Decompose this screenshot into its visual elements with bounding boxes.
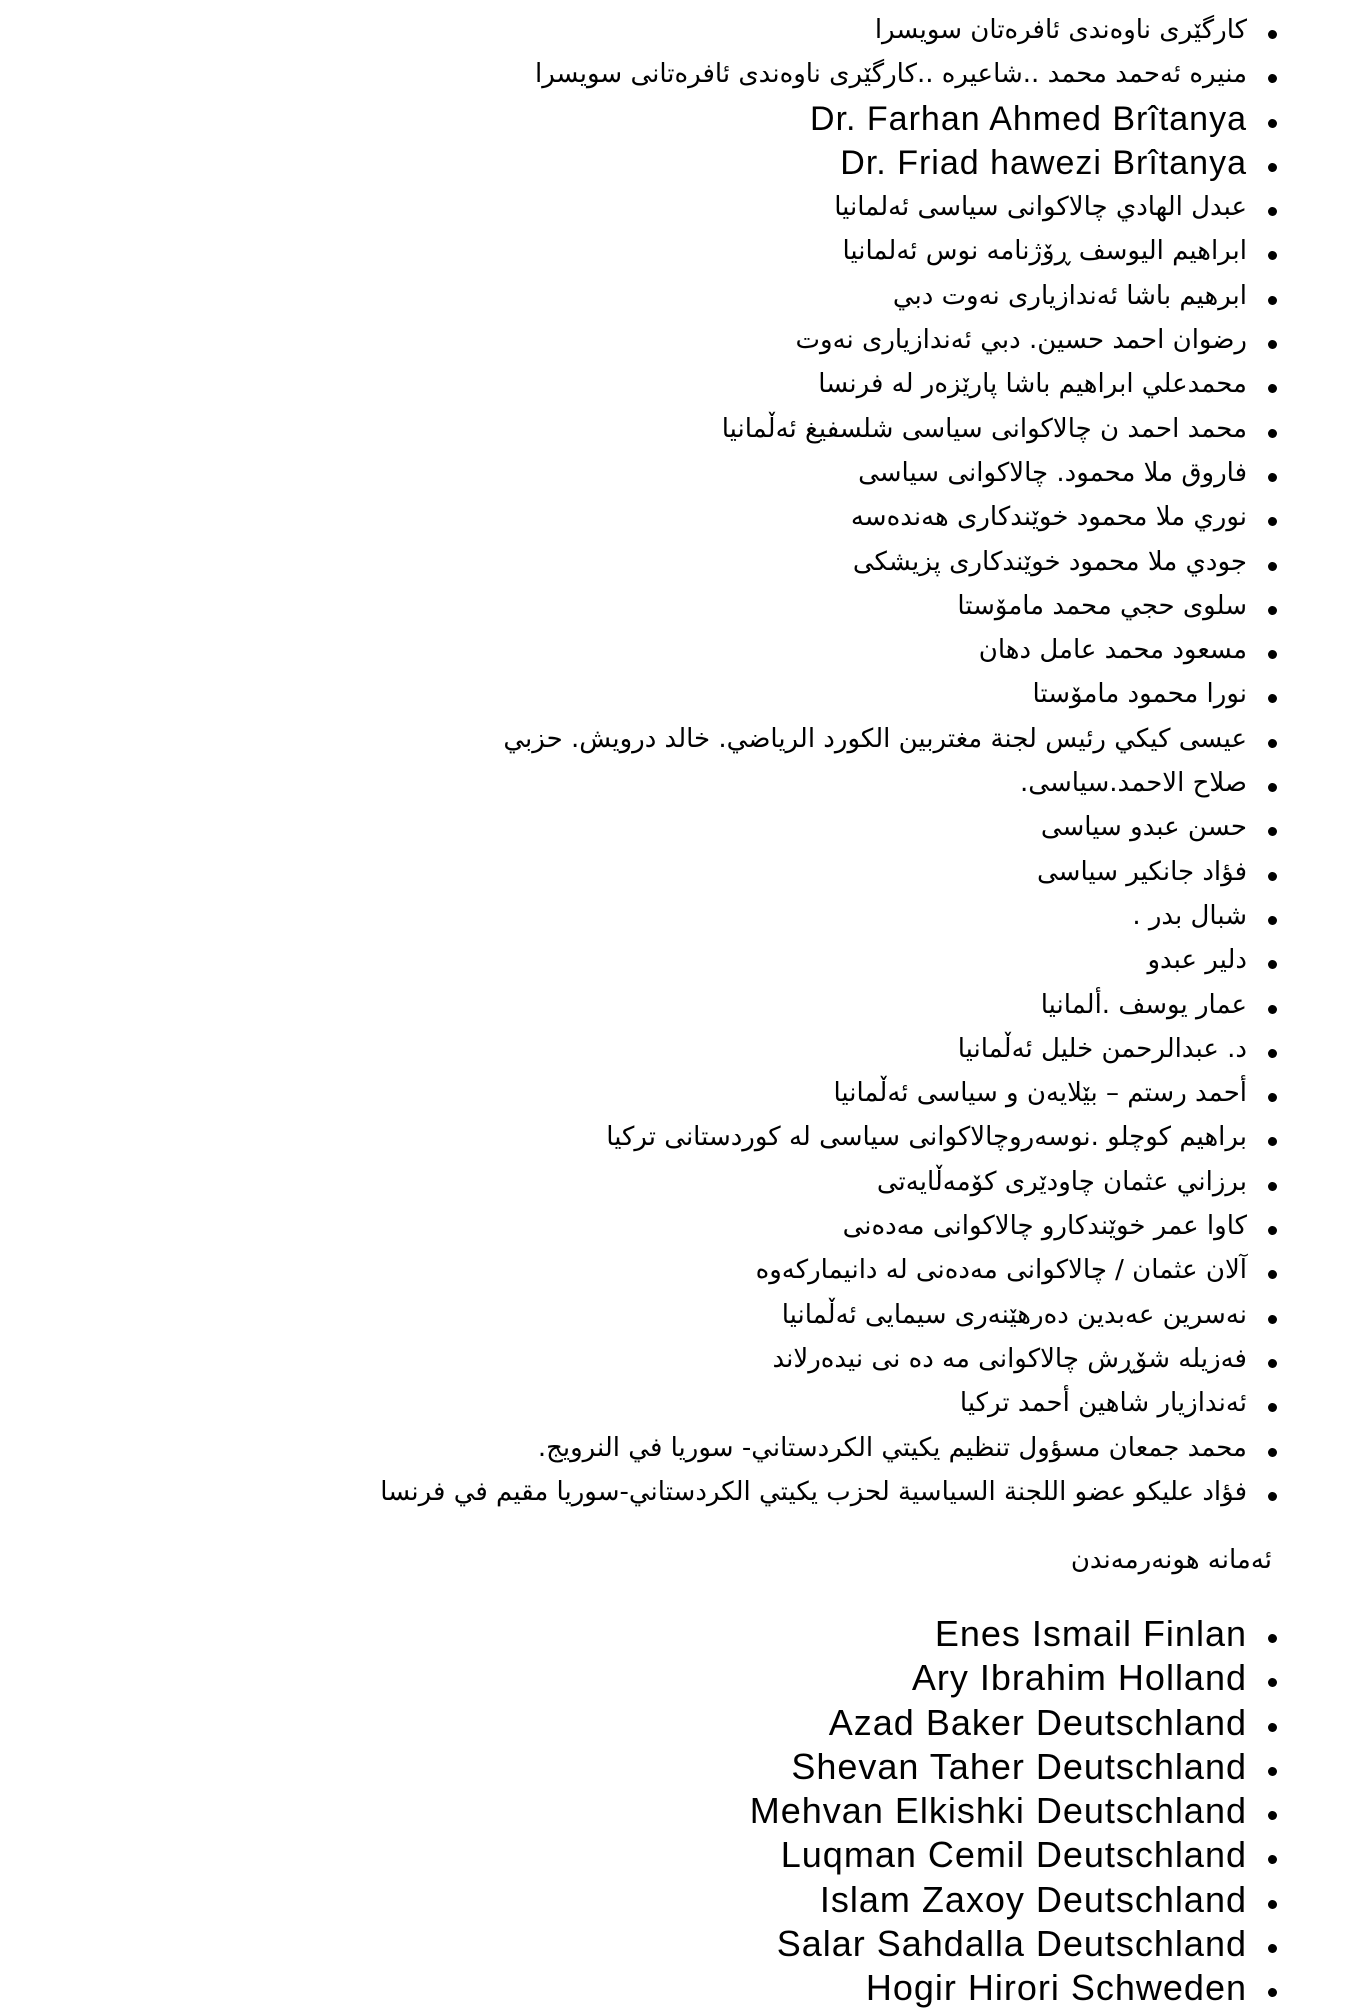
- list-item: [0, 1428, 1357, 1472]
- bullet-icon: [1268, 1093, 1277, 1102]
- list-item: [0, 1472, 1357, 1516]
- list-item-text: محمد جمعان مسؤول تنظیم یکیتي الکردستاني- سوریا في النرویج.: [537, 1432, 1247, 1463]
- bullet-icon: [1268, 163, 1277, 172]
- list-item-text: Dr. Farhan Ahmed Brîtanya: [810, 99, 1247, 138]
- list-item: [0, 896, 1357, 940]
- list-item: [0, 1701, 1357, 1745]
- list-item-text: أحمد رستم – بێلایەن و سیاسی ئەڵمانیا: [833, 1078, 1247, 1109]
- bullet-icon: [1268, 827, 1277, 836]
- bullet-icon: [1268, 1988, 1277, 1997]
- bullet-icon: [1268, 1723, 1277, 1732]
- list-item-text: رضوان احمد حسین. دبي ئەندازیاری نەوت: [795, 325, 1247, 356]
- list-item: [0, 719, 1357, 763]
- list-item: [0, 1789, 1357, 1833]
- bullet-icon: [1268, 1855, 1277, 1864]
- bullet-icon: [1268, 1359, 1277, 1368]
- list-item-text: ابرهیم باشا ئەندازیاری نەوت دبي: [892, 280, 1247, 311]
- list-item: [0, 985, 1357, 1029]
- artist-name: Shevan Taher Deutschland: [791, 1745, 1247, 1787]
- bullet-icon: [1268, 1049, 1277, 1058]
- bullet-icon: [1268, 1182, 1277, 1191]
- list-item: [0, 1206, 1357, 1250]
- list-item: [0, 364, 1357, 408]
- signatories-list: [0, 10, 1357, 1516]
- artist-name: Mehvan Elkishki Deutschland: [749, 1790, 1247, 1832]
- list-item-text: فؤاد علیکو عضو اللجنة السیاسیة لحزب یکیتي الکردستاني-سوریا مقیم في فرنسا: [380, 1476, 1247, 1507]
- bullet-icon: [1268, 1678, 1277, 1687]
- list-item-text: سلوى حجي محمد مامۆستا: [957, 590, 1247, 621]
- bullet-icon: [1268, 739, 1277, 748]
- list-item: [0, 1922, 1357, 1966]
- list-item: [0, 542, 1357, 586]
- bullet-icon: [1268, 1137, 1277, 1146]
- list-item-text: محمد احمد ن چالاکوانی سیاسی شلسفیغ ئەڵمانیا: [721, 413, 1247, 444]
- list-item: [0, 852, 1357, 896]
- list-item-text: د. عبدالرحمن خلیل ئەڵمانیا: [957, 1033, 1247, 1064]
- list-item: [0, 1029, 1357, 1073]
- list-item: [0, 1878, 1357, 1922]
- bullet-icon: [1268, 960, 1277, 969]
- list-item: [0, 1745, 1357, 1789]
- bullet-icon: [1268, 1448, 1277, 1457]
- list-item: [0, 586, 1357, 630]
- list-item: [0, 1295, 1357, 1339]
- list-item: [0, 940, 1357, 984]
- list-item-text: Dr. Friad hawezi Brîtanya: [840, 143, 1247, 182]
- artist-name: Luqman Cemil Deutschland: [780, 1834, 1247, 1876]
- artists-list: [0, 1612, 1357, 2011]
- list-item: [0, 276, 1357, 320]
- list-item-text: عیسى کیکي رئیس لجنة مغتربین الکورد الریاضي. خالد درویش. حزبي: [503, 723, 1247, 754]
- list-item: [0, 1250, 1357, 1294]
- list-item-text: مسعود محمد عامل دهان: [978, 635, 1247, 666]
- bullet-icon: [1268, 74, 1277, 83]
- list-item: [0, 1612, 1357, 1656]
- bullet-icon: [1268, 119, 1277, 128]
- bullet-icon: [1268, 694, 1277, 703]
- list-item: [0, 187, 1357, 231]
- list-item: [0, 1966, 1357, 2010]
- list-item: [0, 409, 1357, 453]
- artist-name: Salar Sahdalla Deutschland: [776, 1923, 1247, 1965]
- list-item-text: حسن عبدو سیاسی: [1040, 812, 1247, 843]
- list-item-text: ئەندازیار شاهین أحمد ترکیا: [959, 1388, 1247, 1419]
- list-item-text: فاروق ملا محمود. چالاکوانی سیاسی: [858, 457, 1247, 488]
- bullet-icon: [1268, 606, 1277, 615]
- bullet-icon: [1268, 30, 1277, 39]
- bullet-icon: [1268, 783, 1277, 792]
- list-item: [0, 497, 1357, 541]
- list-item-text: آلان عثمان / چالاکوانی مەدەنی له دانیمارکەوه: [755, 1255, 1247, 1286]
- bullet-icon: [1268, 207, 1277, 216]
- list-item: [0, 231, 1357, 275]
- list-item-text: عمار یوسف .ألمانیا: [1040, 989, 1247, 1020]
- artist-name: Azad Baker Deutschland: [828, 1701, 1247, 1743]
- list-item-text: کاوا عمر خوێندکارو چالاکوانی مەدەنی: [842, 1211, 1247, 1242]
- list-item: [0, 763, 1357, 807]
- bullet-icon: [1268, 473, 1277, 482]
- list-item-text: نوري ملا محمود خوێندکاری هەندەسه: [850, 502, 1247, 533]
- bullet-icon: [1268, 1005, 1277, 1014]
- list-item: [0, 1117, 1357, 1161]
- list-item: [0, 674, 1357, 718]
- list-item-text: کارگێری ناوەندی ئافرەتان سویسرا: [874, 15, 1247, 45]
- list-item: [0, 320, 1357, 364]
- bullet-icon: [1268, 1634, 1277, 1643]
- bullet-icon: [1268, 650, 1277, 659]
- artist-name: Hogir Hirori Schweden: [865, 1967, 1247, 2009]
- list-item: [0, 1833, 1357, 1877]
- list-item-text: برزاني عثمان چاودێری کۆمەڵایەتی: [876, 1166, 1247, 1197]
- list-item: [0, 1339, 1357, 1383]
- artist-name: Islam Zaxoy Deutschland: [819, 1878, 1247, 1920]
- list-item-text: براهیم کوچلو .نوسەروچالاکوانی سیاسی له کوردستانی ترکیا: [606, 1122, 1247, 1153]
- list-item-text: جودي ملا محمود خوێندکاری پزیشکی: [852, 546, 1247, 577]
- bullet-icon: [1268, 1492, 1277, 1501]
- list-item-text: محمدعلي ابراهیم باشا پارێزەر له فرنسا: [818, 369, 1247, 400]
- bullet-icon: [1268, 1270, 1277, 1279]
- list-item-text: دلیر عبدو: [1147, 945, 1247, 976]
- bullet-icon: [1268, 1811, 1277, 1820]
- bullet-icon: [1268, 384, 1277, 393]
- list-item-text: فؤاد جانکیر سیاسی: [1037, 856, 1247, 887]
- list-item: [0, 54, 1357, 98]
- list-item-text: نورا محمود مامۆستا: [1032, 679, 1247, 710]
- list-item: [0, 99, 1357, 143]
- bullet-icon: [1268, 429, 1277, 438]
- list-item-text: ابراهیم الیوسف ڕۆژنامه نوس ئەلمانیا: [842, 236, 1247, 267]
- bullet-icon: [1268, 1767, 1277, 1776]
- artist-name: Enes Ismail Finlan: [934, 1613, 1247, 1654]
- bullet-icon: [1268, 1403, 1277, 1412]
- list-item: [0, 1073, 1357, 1117]
- list-item-text: منیره ئەحمد محمد ..شاعیره ..کارگێری ناوەندی ئافرەتانی سویسرا: [534, 59, 1247, 90]
- list-item: [0, 1383, 1357, 1427]
- list-item-text: صلاح الاحمد.سیاسی.: [1020, 768, 1247, 799]
- bullet-icon: [1268, 562, 1277, 571]
- bullet-icon: [1268, 1315, 1277, 1324]
- bullet-icon: [1268, 1900, 1277, 1909]
- bullet-icon: [1268, 872, 1277, 881]
- bullet-icon: [1268, 340, 1277, 349]
- list-item-text: عبدل الهادي چالاکوانی سیاسی ئەلمانیا: [834, 192, 1247, 223]
- list-item: [0, 807, 1357, 851]
- bullet-icon: [1268, 1944, 1277, 1953]
- list-item: [0, 143, 1357, 187]
- list-item: [0, 1162, 1357, 1206]
- list-item: [0, 1656, 1357, 1700]
- bullet-icon: [1268, 517, 1277, 526]
- bullet-icon: [1268, 296, 1277, 305]
- artist-name: Ary Ibrahim Holland: [911, 1657, 1247, 1699]
- artists-heading: ئەمانه هونەرمەندن: [1070, 1545, 1272, 1575]
- list-item: [0, 10, 1357, 54]
- list-item-text: فەزیله شۆڕش چالاکوانی مه ده نی نیدەرلاند: [772, 1343, 1247, 1374]
- list-item: [0, 453, 1357, 497]
- bullet-icon: [1268, 916, 1277, 925]
- bullet-icon: [1268, 1226, 1277, 1235]
- bullet-icon: [1268, 251, 1277, 260]
- list-item: [0, 630, 1357, 674]
- list-item-text: شبال بدر .: [1132, 900, 1247, 931]
- list-item-text: نەسرین عەبدین دەرهێنەری سیمایی ئەڵمانیا: [781, 1299, 1247, 1330]
